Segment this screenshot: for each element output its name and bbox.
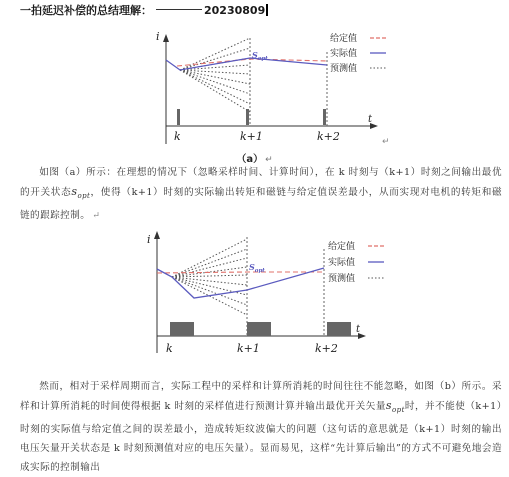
sopt-label: $S_{opt}$ — [252, 50, 268, 62]
header-date: 20230809 — [204, 4, 266, 17]
legend-reference-label: 给定值 — [330, 34, 358, 44]
sopt-symbol: $s_{opt}$ — [385, 399, 405, 415]
actual-line — [166, 58, 327, 70]
pulse-k — [177, 109, 180, 125]
return-mark: ↵ — [382, 137, 390, 147]
figure-a-caption: （a） ↵ — [236, 154, 273, 165]
sopt-label: $S_{opt}$ — [249, 262, 265, 274]
y-axis-arrow-icon — [163, 34, 169, 42]
legend-actual-label: 实际值 — [330, 49, 358, 59]
predicted-fan — [172, 239, 247, 315]
y-axis-arrow-icon — [154, 231, 160, 239]
y-axis-label: i — [147, 233, 151, 246]
tick-label-k1: k+1 — [240, 130, 263, 143]
text-cursor — [266, 4, 268, 16]
pulse-k1 — [247, 322, 271, 336]
legend-reference-label: 给定值 — [328, 242, 356, 252]
figure-b — [0, 225, 509, 360]
figure-a-diagram — [0, 18, 509, 148]
legend-actual-label: 实际值 — [328, 258, 356, 268]
sopt-symbol: $s_{opt}$ — [71, 185, 91, 201]
tick-label-k1: k+1 — [237, 342, 260, 355]
tick-label-k: k — [174, 130, 181, 143]
predicted-fan — [180, 38, 250, 112]
y-axis-label: i — [156, 30, 160, 43]
legend-predicted-label: 预测值 — [328, 274, 356, 284]
pulse-k1 — [246, 109, 249, 125]
pulse-k — [170, 322, 194, 336]
t-axis-label: t — [368, 114, 373, 125]
figure-b-diagram — [0, 225, 509, 360]
paragraph-2: 然而，相对于采样周期而言，实际工程中的采样和计算所消耗的时间往往不能忽略，如图（b）所示。采样和计算所消耗的时间使得根据 k 时刻的采样值进行预测计算并输出最优开关矢量$s_{opt}$时，并不能使（k+1）时刻的实际值与给定值之间的误差最小，造成转矩纹波偏大的问题（这句话的意思就是（k+1）时刻的输出电压矢量开关状态是 k 时刻预测值对应的电压矢量）。显而易见，这样“先计算后输出”的方式不可避免地会造成实际的控制输出 — [20, 381, 503, 474]
header-title: 一拍延迟补偿的总结理解： — [20, 4, 152, 17]
tick-label-k2: k+2 — [315, 342, 338, 355]
tick-label-k2: k+2 — [317, 130, 340, 143]
title-dash — [156, 9, 202, 10]
pulse-k2 — [323, 109, 326, 125]
paragraph-1: 如图（a）所示：在理想的情况下（忽略采样时间、计算时间），在 k 时刻与（k+1）时刻之间输出最优的开关状态$s_{opt}$，使得（k+1）时刻的实际输出转矩和磁链与给定值误差最小，从而实现对电机的转矩和磁链的跟踪控制。 ↵ — [20, 167, 503, 222]
figure-a — [0, 18, 509, 148]
pulse-k2 — [327, 322, 351, 336]
t-axis-label: t — [356, 324, 361, 335]
legend-predicted-label: 预测值 — [330, 64, 358, 74]
tick-label-k: k — [166, 342, 173, 355]
